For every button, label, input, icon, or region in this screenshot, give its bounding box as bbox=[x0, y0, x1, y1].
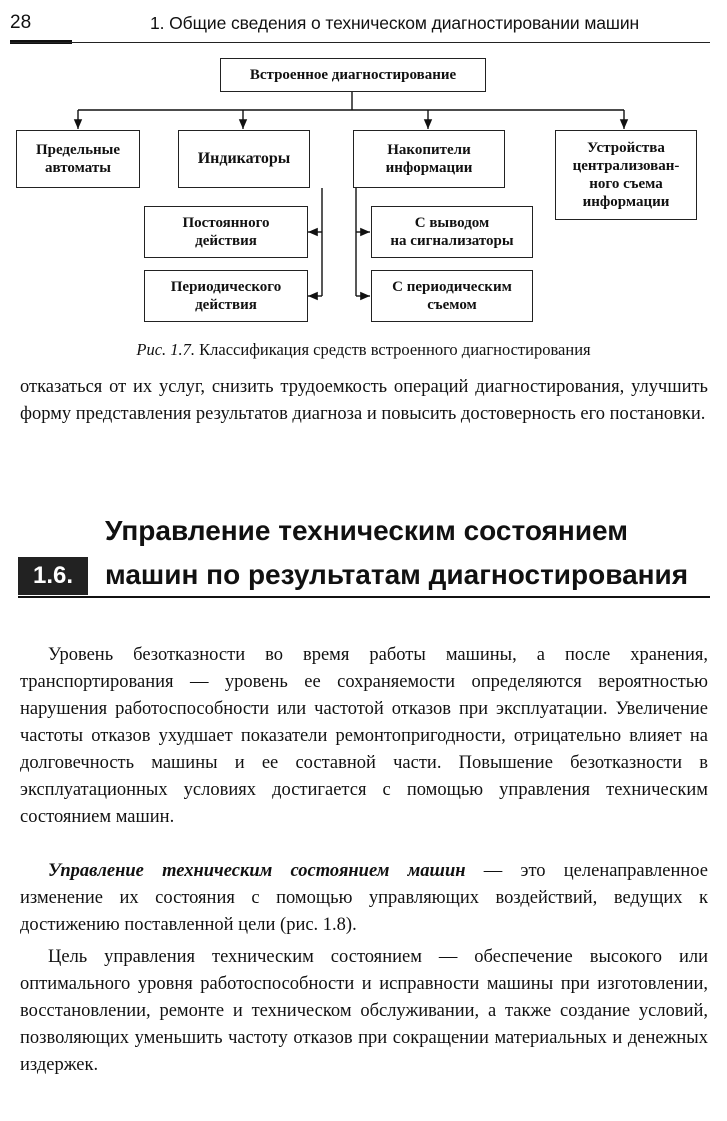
periodic-line1: Периодического bbox=[170, 279, 282, 295]
box-central-devices bbox=[555, 130, 697, 220]
page-number: 28 bbox=[10, 12, 32, 33]
constant-line1: Постоянного bbox=[182, 215, 270, 231]
figure-caption bbox=[0, 340, 727, 360]
section-title-line2: машин по результатам диагностирования bbox=[105, 559, 689, 590]
central-devices-line3: ного съема bbox=[589, 176, 663, 192]
paragraph-2 bbox=[20, 858, 708, 939]
box-periodic-read bbox=[371, 270, 533, 322]
limit-automata-line1: Предельные bbox=[35, 142, 121, 158]
central-devices-line2: централизован- bbox=[572, 158, 680, 174]
periodic-line2: действия bbox=[195, 297, 257, 313]
box-indicators bbox=[178, 130, 310, 188]
figure-label: Рис. 1.7. bbox=[136, 340, 196, 359]
central-devices-line1: Устройства bbox=[587, 140, 665, 156]
term-definition: Управление техническим состоянием машин bbox=[48, 861, 466, 881]
box-constant-action bbox=[144, 206, 308, 258]
box-periodic-action bbox=[144, 270, 308, 322]
central-devices-line4: информации bbox=[582, 194, 670, 210]
paragraph-3: Цель управления техническим состоянием — обеспечение высокого или оптимального уровня работоспособности и исправности машины при изготовлении, восстановлении, ремонте и техническом обслуживании, а также создание условий, позволяющих уменьшить частоту отказов при сокращении материальных и денежных издержек. bbox=[20, 947, 708, 1075]
box-storage bbox=[353, 130, 505, 188]
section-number-badge bbox=[18, 557, 88, 595]
limit-automata-line2: автоматы bbox=[45, 160, 111, 176]
box-limit-automata bbox=[16, 130, 140, 188]
box-embedded-diagnostics-label: Встроенное диагностирование bbox=[249, 67, 457, 83]
section-title-line1: Управление техническим состоянием bbox=[105, 515, 628, 546]
storage-line1: Накопители bbox=[387, 142, 471, 158]
periodic-read-line2: съемом bbox=[427, 297, 477, 313]
signal-output-line2: на сигнализаторы bbox=[390, 233, 514, 249]
indicators-label: Индикаторы bbox=[197, 150, 291, 167]
continuation-paragraph: отказаться от их услуг, снизить трудоемкость операций диагностирования, улучшить форму представления результатов диагноза и повысить достоверность его постановки. bbox=[20, 377, 708, 424]
box-embedded-diagnostics bbox=[220, 58, 486, 92]
paragraph-1: Уровень безотказности во время работы машины, а после хранения, транспортирования — уровень ее сохраняемости определяются вероятностью нарушения работоспособности или частотой отказов при эксплуатации. Увеличение частоты отказов ухудшает показатели ремонтопригодности, отрицательно влияет на долговечность машины и ее составной части. Повышение безотказности в эксплуатационных условиях достигается с помощью управления техническим состоянием машин. bbox=[20, 645, 708, 827]
box-signal-output bbox=[371, 206, 533, 258]
constant-line2: действия bbox=[195, 233, 257, 249]
periodic-read-line1: С периодическим bbox=[392, 279, 512, 295]
section-number: 1.6. bbox=[32, 562, 74, 589]
signal-output-line1: С выводом bbox=[414, 215, 490, 231]
running-title: 1. Общие сведения о техническом диагностировании машин bbox=[150, 13, 640, 33]
figure-caption-text: Классификация средств встроенного диагностирования bbox=[195, 340, 591, 359]
storage-line2: информации bbox=[385, 160, 473, 176]
section-rule bbox=[18, 596, 710, 598]
paragraph-2-text: — это целенаправленное изменение их состояния с помощью управляющих воздействий, ведущих к достижению поставленной цели (рис. 1.8). bbox=[20, 861, 708, 935]
